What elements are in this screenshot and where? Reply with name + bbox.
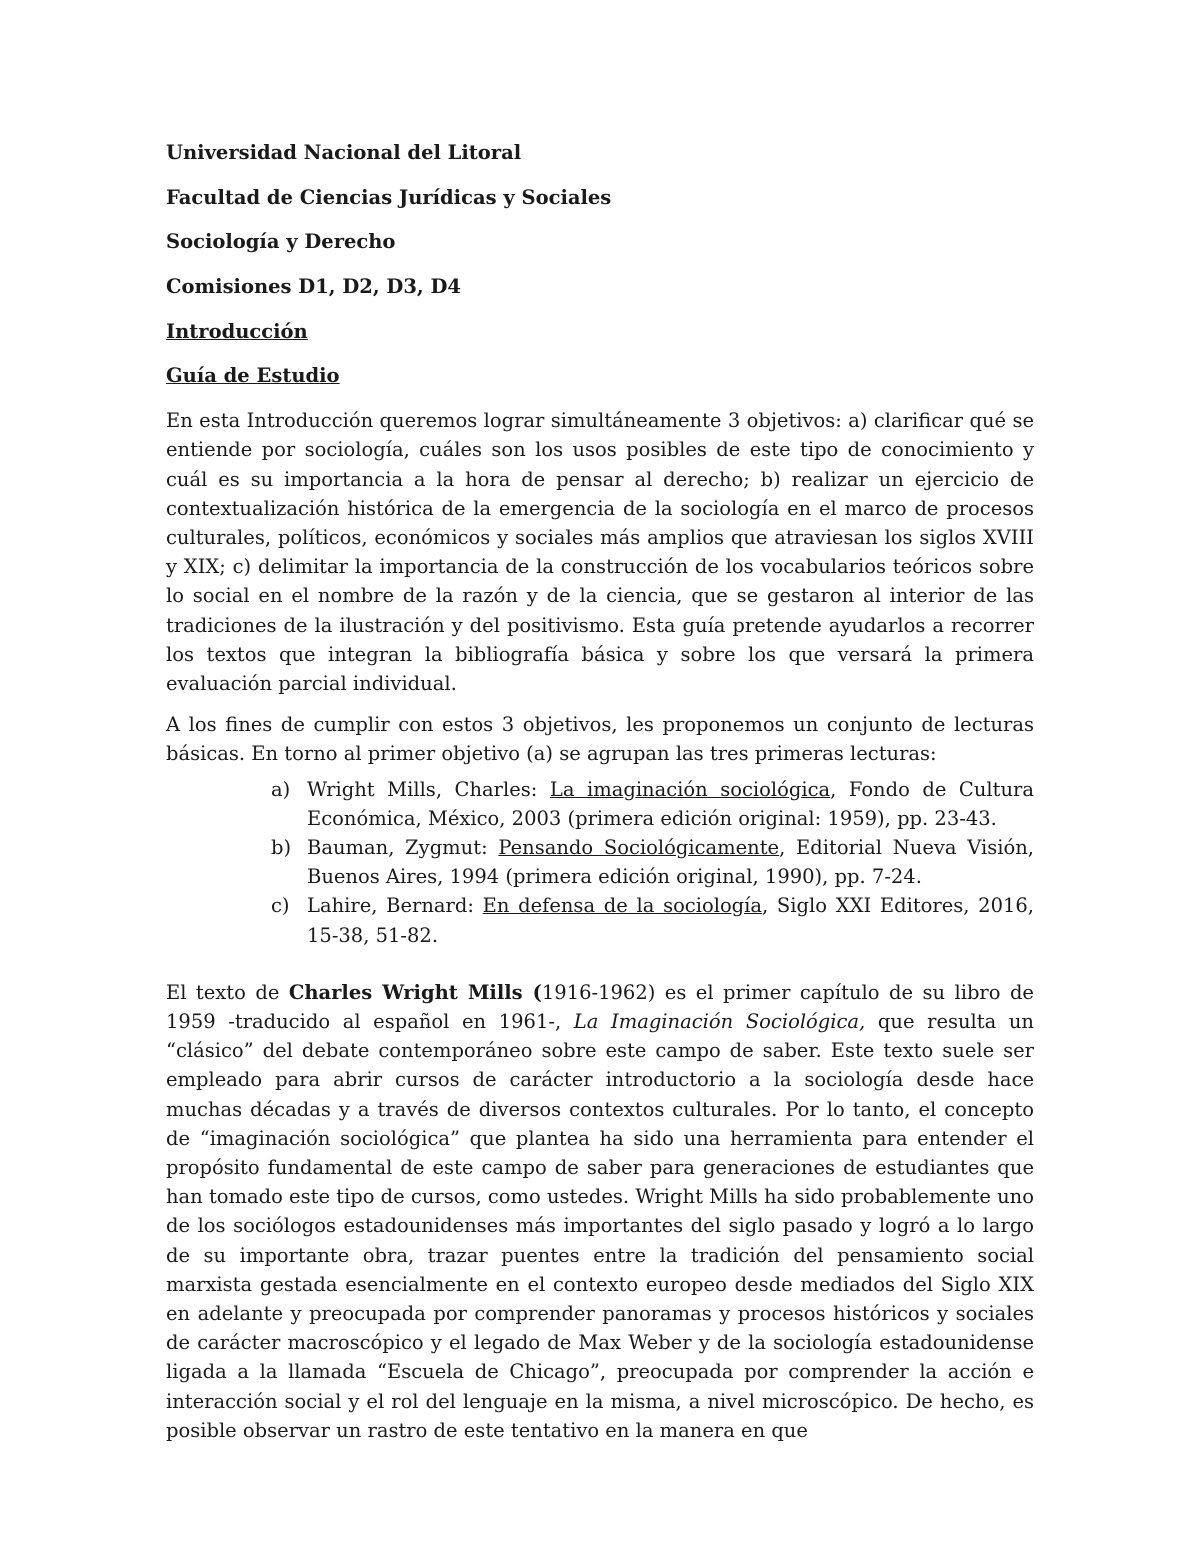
- mills-book-title: La Imaginación Sociológica,: [573, 1009, 866, 1033]
- readings-intro-paragraph: A los fines de cumplir con estos 3 objetivos, les proponemos un conjunto de lecturas básicas. En torno al primer objetivo (a) se agrupan las tres primeras lecturas:: [166, 713, 1034, 766]
- intro-paragraph: En esta Introducción queremos lograr simultáneamente 3 objetivos: a) clarificar qué se entiende por sociología, cuáles son los usos posibles de este tipo de conocimiento y cuál es su importancia a la hora de pensar al derecho; b) realizar un ejercicio de contextualización histórica de la emergencia de la sociología en el marco de procesos culturales, políticos, económicos y sociales más amplios que atraviesan los siglos XVIII y XIX; c) delimitar la importancia de la construcción de los vocabularios teóricos sobre lo social en el nombre de la razón y de la ciencia, que se gestaron al interior de las tradiciones de la ilustración y del positivismo. Esta guía pretende ayudarlos a recorrer los textos que integran la bibliografía básica y sobre los que versará la primera evaluación parcial individual.: [166, 409, 1034, 695]
- reading-details: , Siglo XXI Editores, 2016, 15-38, 51-82.: [307, 894, 1034, 947]
- mills-body: que resulta un “clásico” del debate contemporáneo sobre este campo de saber. Este texto suele ser empleado para abrir cursos de carácter introductorio a la sociología desde hace muchas décadas y a través de diversos contextos culturales. Por lo tanto, el concepto de “imaginación sociológica” que plantea ha sido una herramienta para entender el propósito fundamental de este campo de saber para generaciones de estudiantes que han tomado este tipo de cursos, como ustedes. Wright Mills ha sido probablemente uno de los sociólogos estadounidenses más importantes del siglo pasado y logró a lo largo de su importante obra, trazar puentes entre la tradición del pensamiento social marxista gestada esencialmente en el contexto europeo desde mediados del Siglo XIX en adelante y preocupada por comprender panoramas y procesos históricos y sociales de carácter macroscópico y el legado de Max Weber y de la sociología estadounidense ligada a la llamada “Escuela de Chicago”, preocupada por comprender la acción e interacción social y el rol del lenguaje en la misma, a nivel microscópico. De hecho, es posible observar un rastro de este tentativo en la manera en que: [166, 1009, 1034, 1442]
- commissions-heading: Comisiones D1, D2, D3, D4: [166, 275, 461, 299]
- reading-author: Bauman, Zygmut:: [307, 835, 499, 859]
- mills-years: 1916-1962) es el primer capítulo de su libro de 1959 -traducido al español en 1961-,: [166, 980, 1034, 1033]
- readings-list: [166, 775, 1034, 950]
- faculty-heading: Facultad de Ciencias Jurídicas y Sociales: [166, 185, 612, 209]
- mills-paragraph: [166, 978, 1034, 1445]
- reading-details: , Fondo de Cultura Económica, México, 2003 (primera edición original: 1959), pp. 23-43.: [307, 777, 1034, 830]
- mills-lead: El texto de: [166, 980, 289, 1004]
- guide-heading-text: Guía de Estudio: [166, 364, 340, 388]
- reading-title: La imaginación sociológica: [549, 777, 831, 801]
- reading-marker: c): [271, 894, 290, 918]
- reading-title: En defensa de la sociología: [482, 894, 763, 918]
- reading-author: Wright Mills, Charles:: [307, 777, 550, 801]
- mills-name: Charles Wright Mills (: [288, 980, 542, 1004]
- guide-heading: [166, 361, 1034, 391]
- reading-author: Lahire, Bernard:: [307, 894, 483, 918]
- section-heading-text: Introducción: [166, 319, 308, 343]
- university-heading: Universidad Nacional del Litoral: [166, 141, 522, 164]
- document-page: [166, 138, 1034, 1457]
- reading-marker: b): [271, 835, 292, 859]
- reading-item: [166, 775, 1034, 833]
- reading-marker: a): [271, 777, 291, 801]
- reading-details: , Editorial Nueva Visión, Buenos Aires, 1994 (primera edición original, 1990), pp. 7-24.: [307, 835, 1035, 889]
- reading-title: Pensando Sociológicamente: [498, 835, 780, 859]
- course-heading: Sociología y Derecho: [166, 230, 396, 254]
- blank-line: [166, 950, 1034, 978]
- section-heading: [166, 317, 1034, 347]
- reading-item: [166, 833, 1034, 891]
- reading-item: [166, 891, 1034, 949]
